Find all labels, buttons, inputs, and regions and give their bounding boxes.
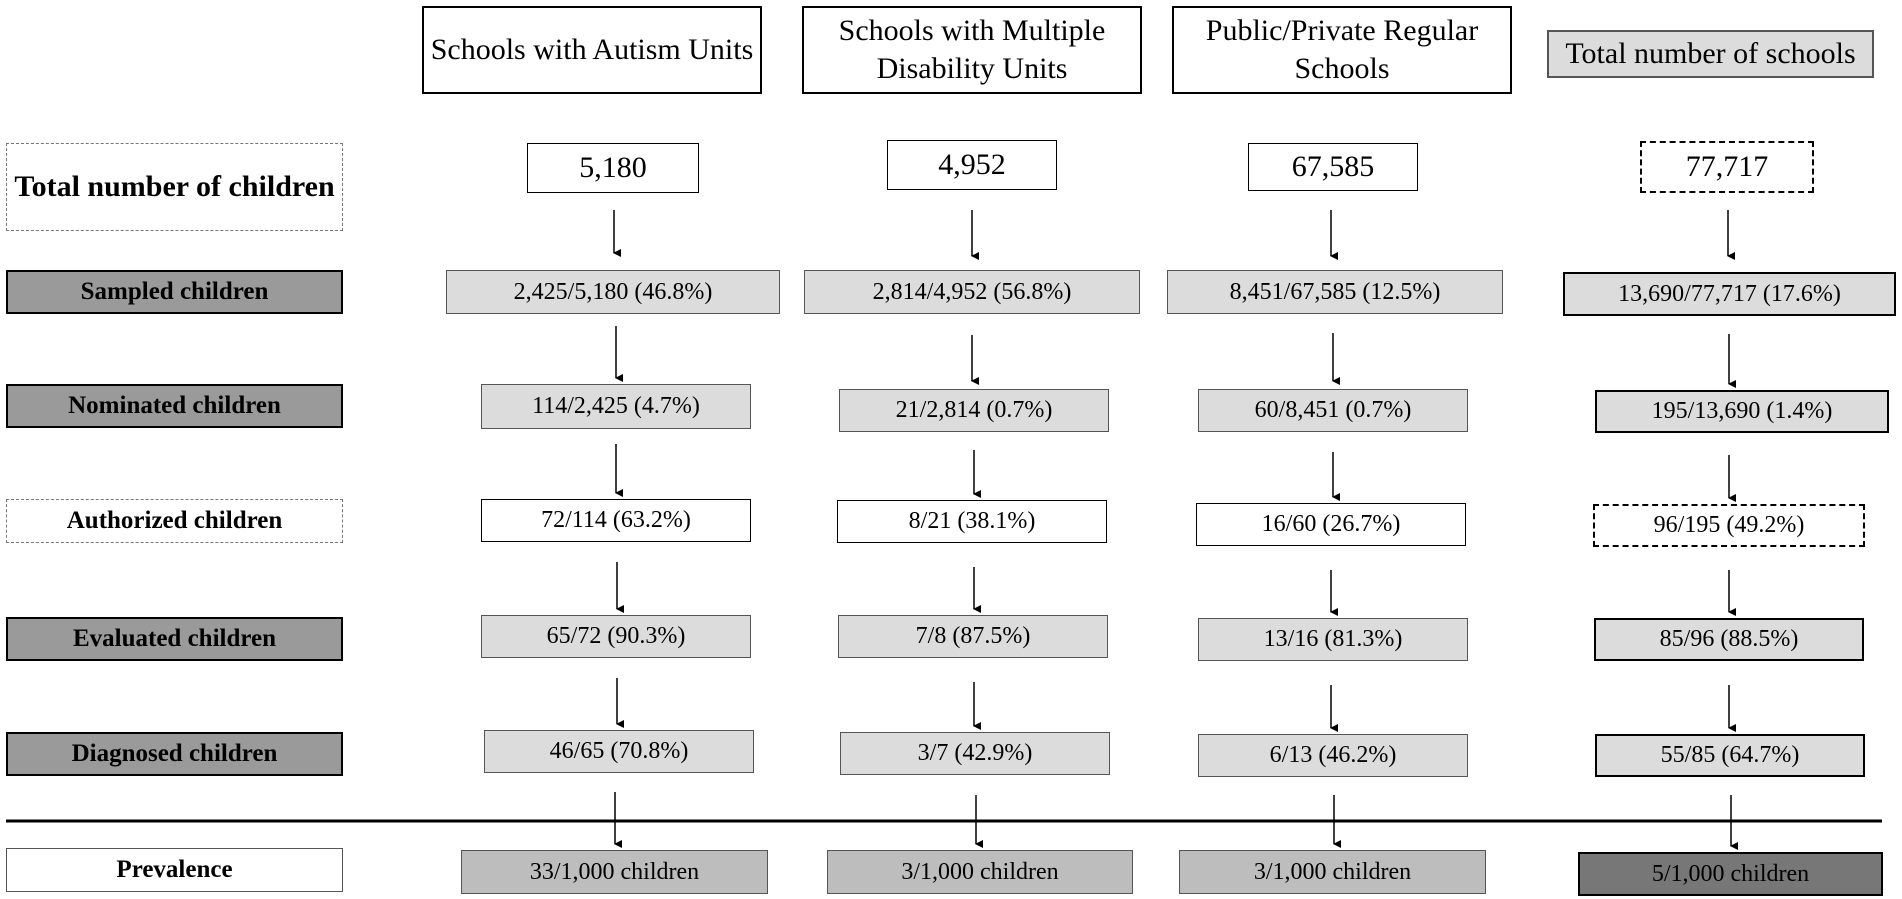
authorized-total: 96/195 (49.2%) xyxy=(1593,504,1865,547)
authorized-regular: 16/60 (26.7%) xyxy=(1196,503,1466,546)
evaluated-autism: 65/72 (90.3%) xyxy=(481,615,751,658)
row-label-prevalence: Prevalence xyxy=(6,848,343,892)
row-label-sampled: Sampled children xyxy=(6,270,343,314)
sampled-regular: 8,451/67,585 (12.5%) xyxy=(1167,270,1503,314)
sampled-multiple: 2,814/4,952 (56.8%) xyxy=(804,270,1140,314)
diagnosed-autism: 46/65 (70.8%) xyxy=(484,730,754,773)
diagnosed-multiple: 3/7 (42.9%) xyxy=(840,732,1110,775)
prevalence-regular: 3/1,000 children xyxy=(1179,850,1486,894)
row-label-authorized: Authorized children xyxy=(6,499,343,543)
authorized-multiple: 8/21 (38.1%) xyxy=(837,500,1107,543)
evaluated-multiple: 7/8 (87.5%) xyxy=(838,615,1108,658)
header-total-schools: Total number of schools xyxy=(1547,30,1874,78)
prevalence-total: 5/1,000 children xyxy=(1578,852,1883,896)
total-children-multiple: 4,952 xyxy=(887,140,1057,190)
sampled-total: 13,690/77,717 (17.6%) xyxy=(1563,272,1896,316)
diagnosed-total: 55/85 (64.7%) xyxy=(1595,734,1865,777)
evaluated-total: 85/96 (88.5%) xyxy=(1594,618,1864,661)
total-children-autism: 5,180 xyxy=(527,143,699,193)
prevalence-autism: 33/1,000 children xyxy=(461,850,768,894)
total-children-total: 77,717 xyxy=(1640,141,1814,193)
nominated-multiple: 21/2,814 (0.7%) xyxy=(839,389,1109,432)
nominated-total: 195/13,690 (1.4%) xyxy=(1595,390,1889,433)
nominated-autism: 114/2,425 (4.7%) xyxy=(481,384,751,429)
header-autism-units: Schools with Autism Units xyxy=(422,6,762,94)
row-label-diagnosed: Diagnosed children xyxy=(6,732,343,776)
evaluated-regular: 13/16 (81.3%) xyxy=(1198,618,1468,661)
row-label-evaluated: Evaluated children xyxy=(6,617,343,661)
nominated-regular: 60/8,451 (0.7%) xyxy=(1198,389,1468,432)
sampled-autism: 2,425/5,180 (46.8%) xyxy=(446,270,780,314)
total-children-regular: 67,585 xyxy=(1248,143,1418,191)
authorized-autism: 72/114 (63.2%) xyxy=(481,499,751,542)
header-multiple-disability-units: Schools with Multiple Disability Units xyxy=(802,6,1142,94)
row-label-nominated: Nominated children xyxy=(6,384,343,428)
row-label-total-children: Total number of children xyxy=(6,143,343,231)
prevalence-multiple: 3/1,000 children xyxy=(827,850,1133,894)
diagnosed-regular: 6/13 (46.2%) xyxy=(1198,734,1468,777)
header-regular-schools: Public/Private Regular Schools xyxy=(1172,6,1512,94)
